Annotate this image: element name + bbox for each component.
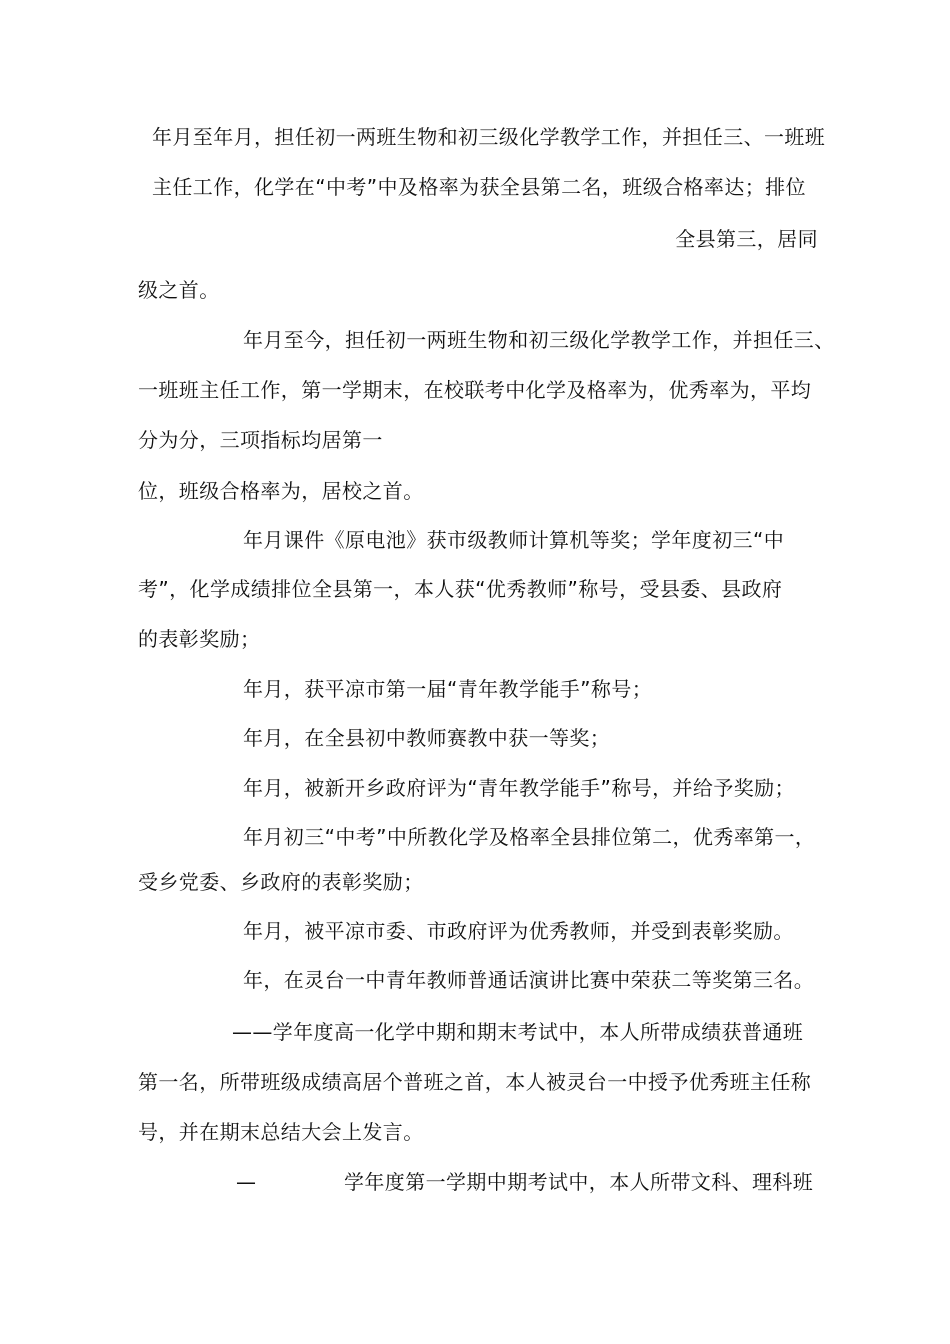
text-line: 年，在灵台一中青年教师普通话演讲比赛中荣获二等奖第三名。 <box>243 968 815 992</box>
text-line: 一班班主任工作，第一学期末，在校联考中化学及格率为，优秀率为，平均 <box>138 378 812 402</box>
text-line: 的表彰奖励； <box>138 627 261 651</box>
text-line: 年月初三“中考”中所教化学及格率全县排位第二，优秀率第一， <box>243 825 816 849</box>
text-line: 年月，获平凉市第一届“青年教学能手”称号； <box>243 677 653 701</box>
text-line: 级之首。 <box>138 278 220 302</box>
text-line: 主任工作，化学在“中考”中及格率为获全县第二名，班级合格率达；排位 <box>152 175 806 199</box>
text-line: 年月课件《原电池》获市级教师计算机等奖；学年度初三“中 <box>243 528 785 552</box>
text-line: — <box>236 1170 257 1194</box>
text-line: 年月，在全县初中教师赛教中获一等奖； <box>243 726 611 750</box>
text-line: 位，班级合格率为，居校之首。 <box>138 479 424 503</box>
text-line: 年月至今，担任初一两班生物和初三级化学教学工作，并担任三、 <box>243 328 835 352</box>
text-line: 第一名，所带班级成绩高居个普班之首，本人被灵台一中授予优秀班主任称 <box>138 1070 812 1094</box>
text-line: 分为分，三项指标均居第一 <box>138 428 383 452</box>
text-line: 号，并在期末总结大会上发言。 <box>138 1120 424 1144</box>
text-line: 年月至年月，担任初一两班生物和初三级化学教学工作，并担任三、一班班 <box>152 125 826 149</box>
text-line: 受乡党委、乡政府的表彰奖励； <box>138 870 424 894</box>
text-line: ——学年度高一化学中期和期末考试中，本人所带成绩获普通班 <box>232 1020 804 1044</box>
text-line: 年月，被平凉市委、市政府评为优秀教师，并受到表彰奖励。 <box>243 919 794 943</box>
text-line: 全县第三，居同 <box>675 227 818 251</box>
text-line: 考”，化学成绩排位全县第一，本人获“优秀教师”称号，受县委、县政府 <box>138 577 783 601</box>
text-line: 学年度第一学期中期考试中，本人所带文科、理科班 <box>344 1170 814 1194</box>
text-line: 年月，被新开乡政府评为“青年教学能手”称号，并给予奖励； <box>243 776 795 800</box>
